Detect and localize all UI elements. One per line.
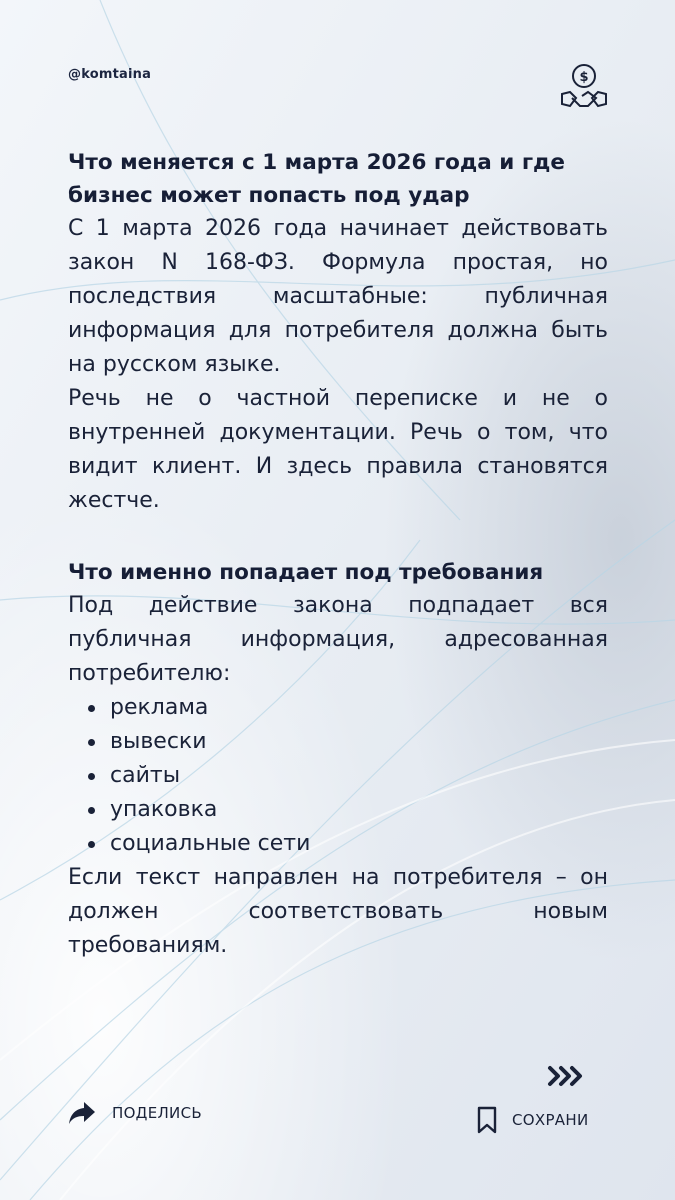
save-button[interactable] xyxy=(476,1106,588,1134)
account-handle: @komtaina xyxy=(68,67,152,82)
list-item: вывески xyxy=(68,725,608,759)
save-label: СОХРАНИ xyxy=(512,1111,589,1129)
paragraph-law-intro: С 1 марта 2026 года начинает действовать закон N 168-ФЗ. Формула простая, но последствия масштабные: публичная информация для потребителя должна быть на русском языке. xyxy=(68,216,608,377)
list-item: социальные сети xyxy=(68,827,608,861)
paragraph-scope: Под действие закона подпадает вся публичная информация, адресованная потребителю: xyxy=(68,593,608,686)
section-title: Что именно попадает под требования xyxy=(68,560,544,585)
share-arrow-icon xyxy=(68,1100,96,1126)
chevrons-right-icon[interactable] xyxy=(546,1064,584,1088)
share-label: ПОДЕЛИСЬ xyxy=(112,1104,202,1122)
section-change-overview xyxy=(68,146,608,518)
paragraph-conclusion: Если текст направлен на потребителя – он должен соответствовать новым требованиям. xyxy=(68,865,608,958)
paragraph-client-facing: Речь не о частной переписке и не о внутренней документации. Речь о том, что видит клиент. И здесь правила становятся жестче. xyxy=(68,386,608,513)
list-item: упаковка xyxy=(68,793,608,827)
section-title: Что меняется с 1 марта 2026 года и где бизнес может попасть под удар xyxy=(68,150,565,208)
bookmark-icon xyxy=(476,1106,498,1134)
svg-text:$: $ xyxy=(579,70,589,85)
section-requirements xyxy=(68,556,608,963)
requirements-list xyxy=(68,691,608,861)
handshake-dollar-icon xyxy=(558,62,610,116)
list-item: реклама xyxy=(68,691,608,725)
share-button[interactable] xyxy=(68,1100,202,1126)
list-item: сайты xyxy=(68,759,608,793)
